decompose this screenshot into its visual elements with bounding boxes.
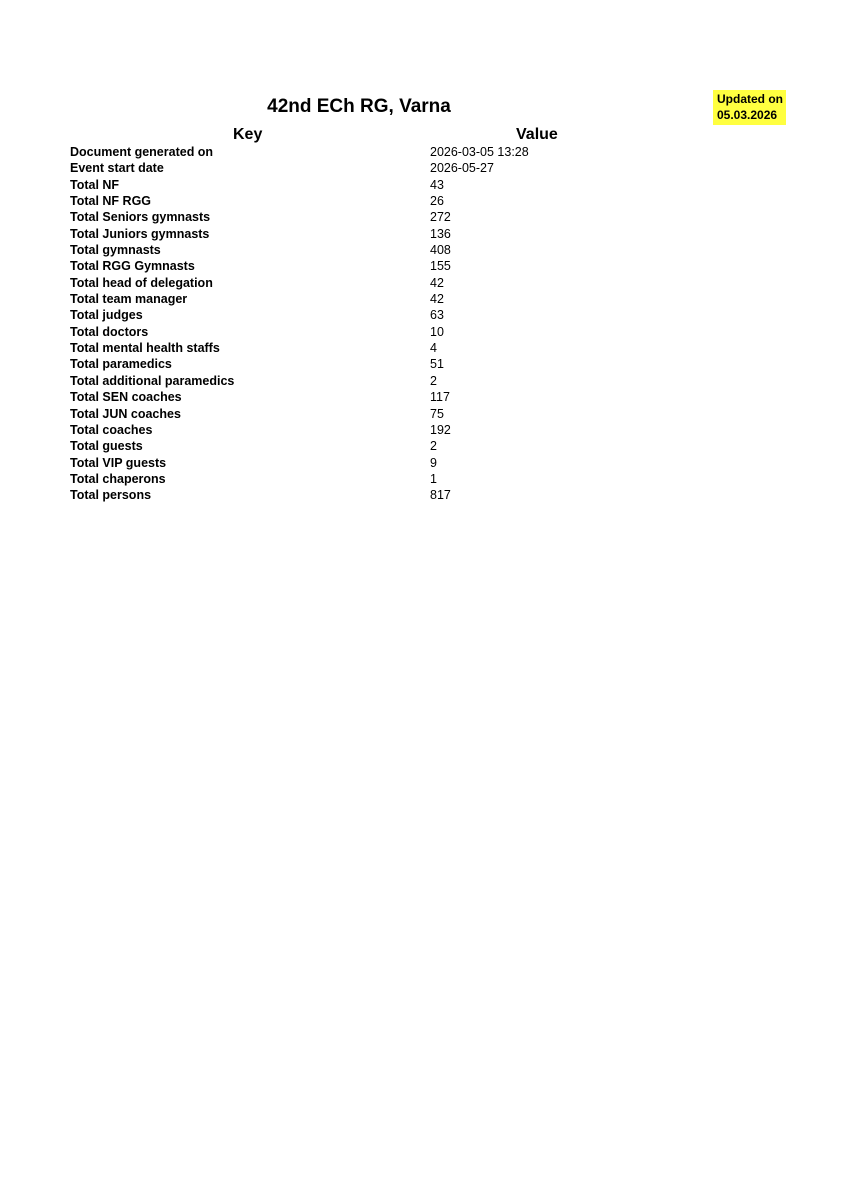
updated-date: 05.03.2026 <box>717 107 778 122</box>
table-row <box>70 144 770 160</box>
table-row <box>70 160 770 176</box>
row-key: Total NF RGG <box>70 194 152 209</box>
row-value: 51 <box>430 357 444 372</box>
table-row <box>70 258 770 274</box>
row-key: Total Juniors gymnasts <box>70 226 210 241</box>
key-column-header: Key <box>233 126 263 143</box>
table-row <box>70 242 770 258</box>
table-row <box>70 422 770 438</box>
table-row <box>70 471 770 487</box>
table-row <box>70 275 770 291</box>
row-key: Total paramedics <box>70 357 172 372</box>
row-key: Total coaches <box>70 422 153 437</box>
row-key: Total judges <box>70 308 143 323</box>
table-row <box>70 291 770 307</box>
row-key: Total VIP guests <box>70 455 167 470</box>
row-value: 2026-05-27 <box>430 161 494 176</box>
row-value: 192 <box>430 422 451 437</box>
row-key: Total NF <box>70 177 120 192</box>
row-value: 75 <box>430 406 444 421</box>
row-value: 10 <box>430 324 444 339</box>
row-value: 136 <box>430 226 451 241</box>
updated-badge <box>713 90 786 125</box>
row-key: Total JUN coaches <box>70 406 181 421</box>
row-key: Total team manager <box>70 292 188 307</box>
row-value: 4 <box>430 341 437 356</box>
value-column-header: Value <box>516 126 558 143</box>
table-row <box>70 455 770 471</box>
row-key: Total persons <box>70 488 152 503</box>
row-value: 1 <box>430 471 437 486</box>
table-row <box>70 356 770 372</box>
table-row <box>70 389 770 405</box>
row-key: Total guests <box>70 439 143 454</box>
table-row <box>70 340 770 356</box>
row-key: Total RGG Gymnasts <box>70 259 195 274</box>
table-row <box>70 226 770 242</box>
row-key: Total SEN coaches <box>70 390 182 405</box>
row-key: Total chaperons <box>70 471 166 486</box>
row-value: 42 <box>430 275 444 290</box>
row-value: 817 <box>430 488 451 503</box>
table-row <box>70 324 770 340</box>
row-key: Document generated on <box>70 145 214 159</box>
table-row <box>70 373 770 389</box>
row-key: Total head of delegation <box>70 275 213 290</box>
table-row <box>70 193 770 209</box>
updated-label: Updated on <box>717 92 783 106</box>
table-row <box>70 209 770 225</box>
row-value: 272 <box>430 210 451 225</box>
row-value: 408 <box>430 243 451 258</box>
row-value: 9 <box>430 455 437 470</box>
row-key: Total doctors <box>70 324 149 339</box>
row-value: 2026-03-05 13:28 <box>430 145 529 159</box>
row-value: 26 <box>430 194 444 209</box>
row-value: 42 <box>430 292 444 307</box>
row-value: 2 <box>430 373 437 388</box>
row-key: Total gymnasts <box>70 243 161 258</box>
row-key: Total mental health staffs <box>70 341 220 356</box>
table-row <box>70 406 770 422</box>
row-key: Event start date <box>70 161 164 176</box>
row-value: 117 <box>430 390 450 405</box>
table-row <box>70 307 770 323</box>
row-value: 43 <box>430 177 444 192</box>
table-row <box>70 487 770 503</box>
table-row <box>70 177 770 193</box>
row-key: Total Seniors gymnasts <box>70 210 211 225</box>
row-value: 63 <box>430 308 444 323</box>
page-title: 42nd ECh RG, Varna <box>267 96 451 117</box>
row-key: Total additional paramedics <box>70 373 235 388</box>
table-row <box>70 438 770 454</box>
key-value-table <box>70 144 770 504</box>
row-value: 2 <box>430 439 437 454</box>
row-value: 155 <box>430 259 451 274</box>
